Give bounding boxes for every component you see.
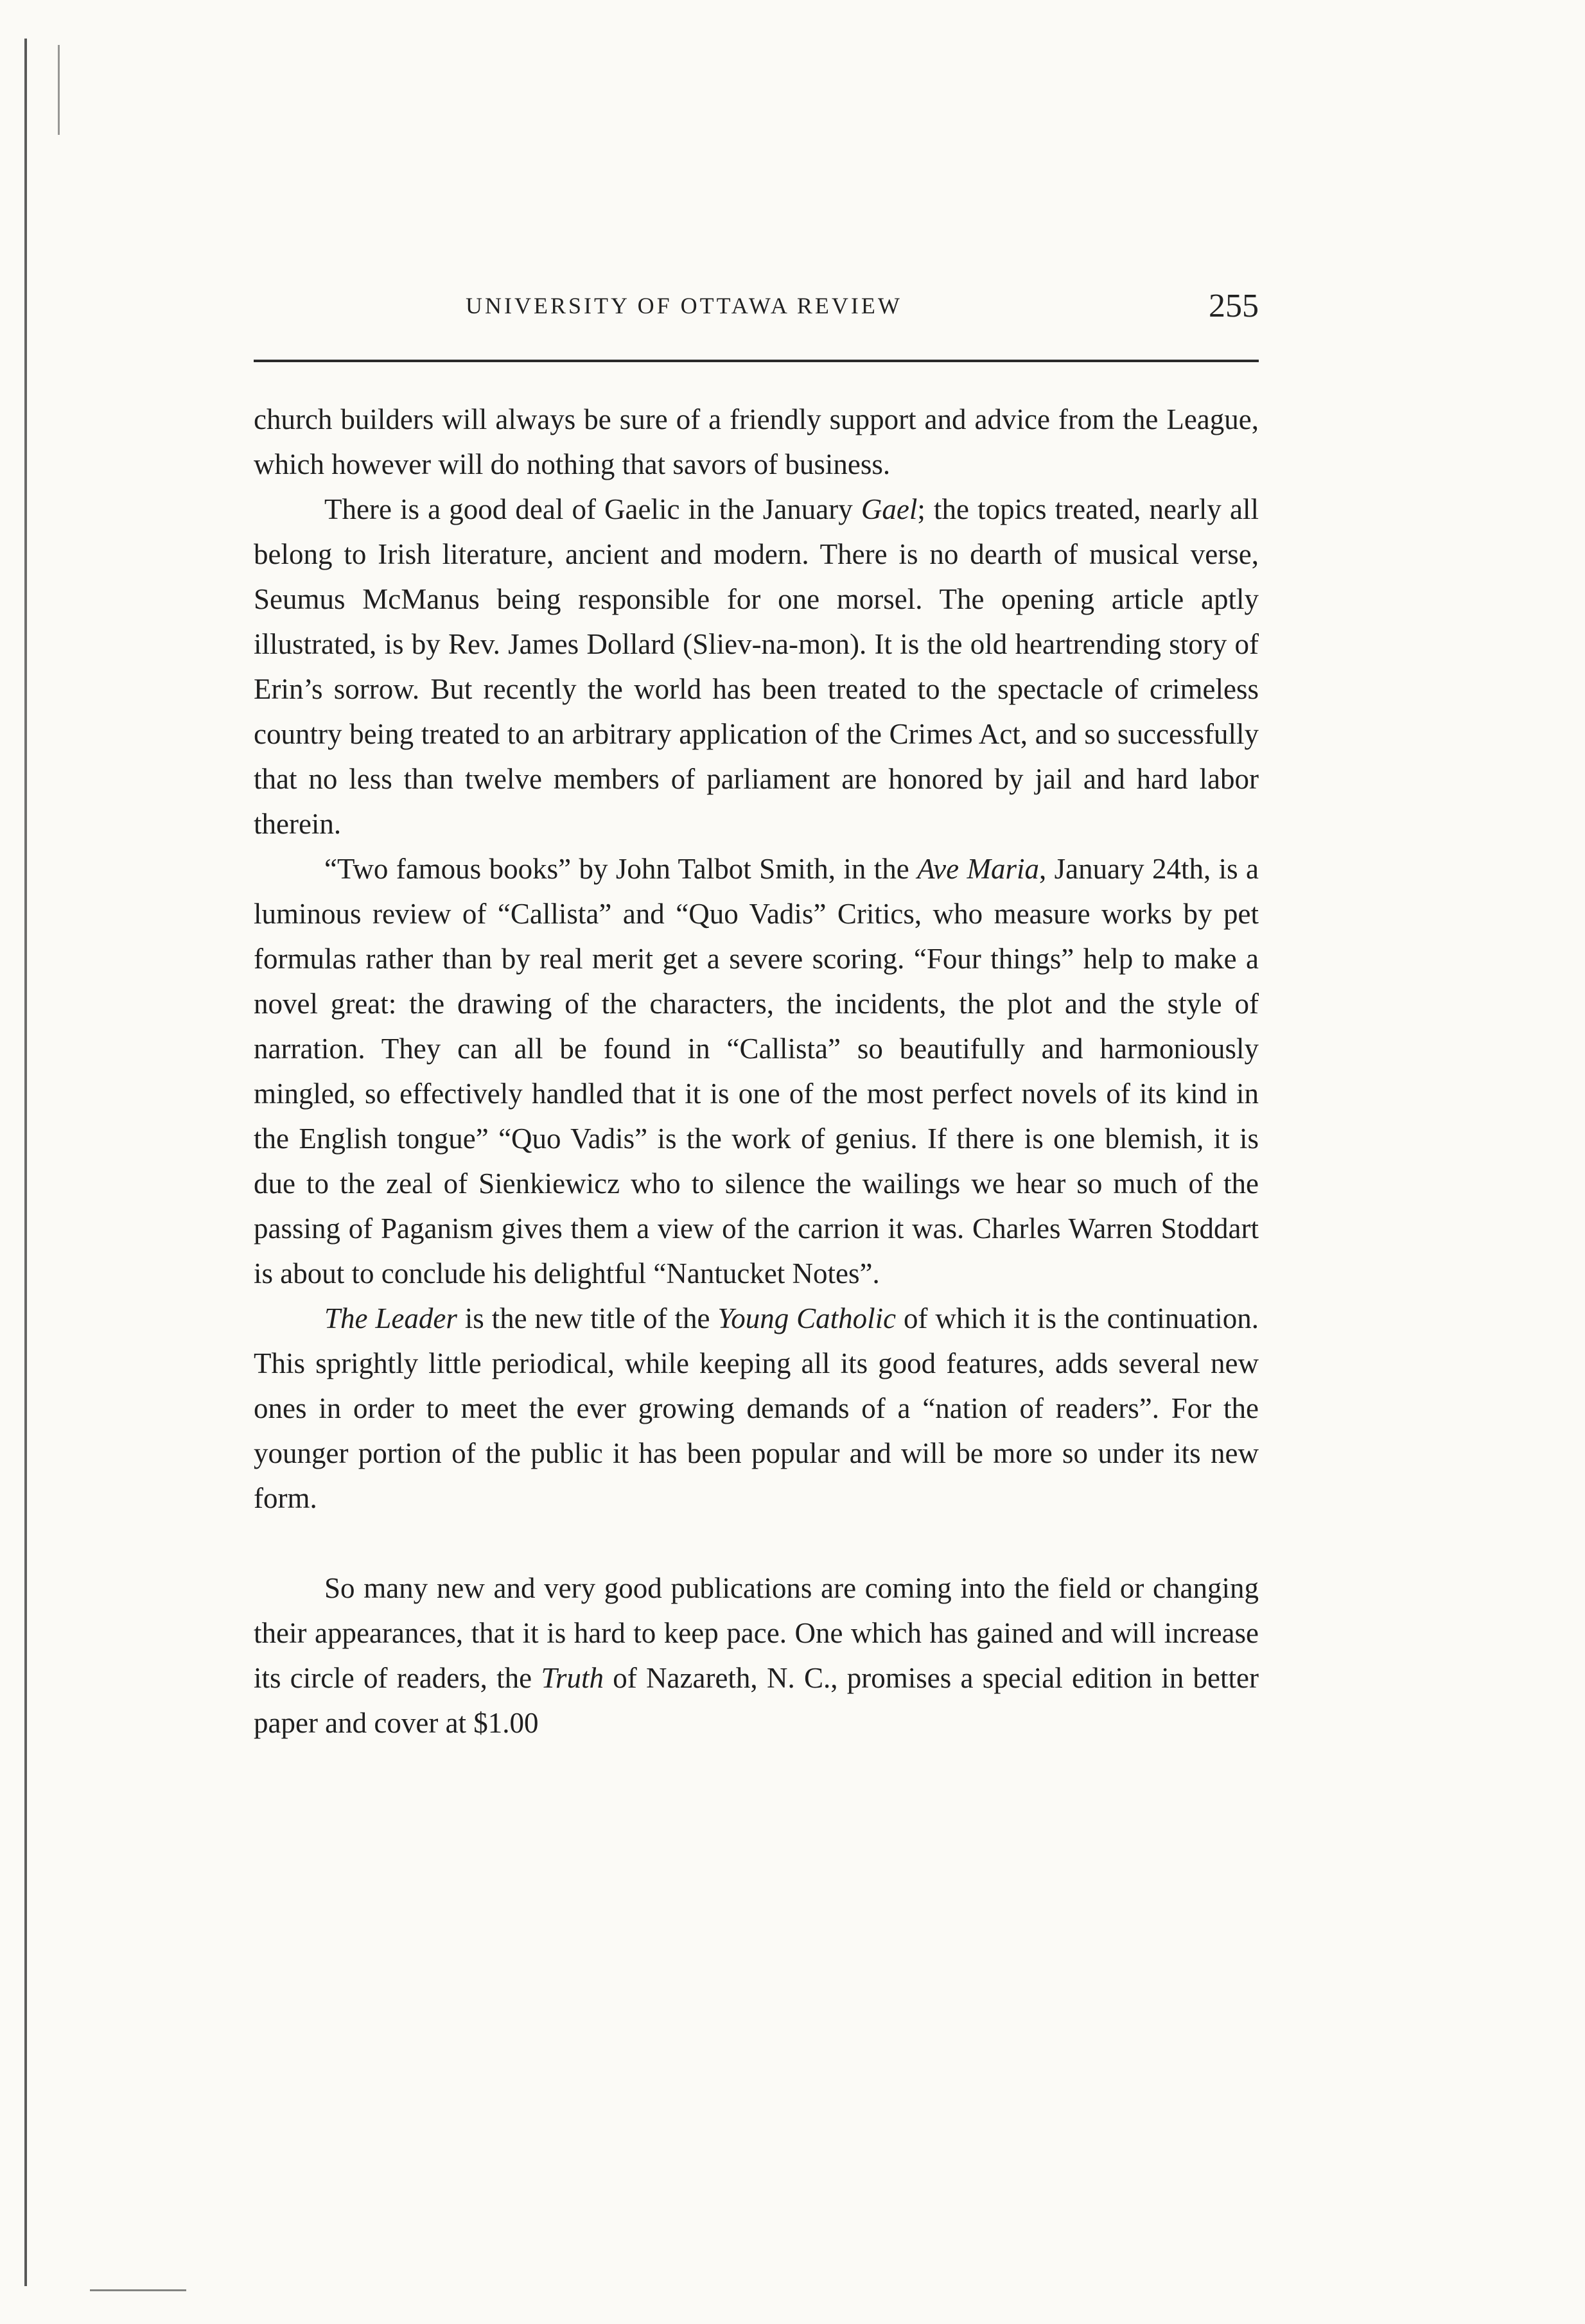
publication-title: Young Catholic [717,1302,897,1334]
paragraph-ave-maria [254,846,1259,1296]
page-header [254,287,1259,333]
article-body [254,397,1259,1745]
paragraph-text: church builders will always be sure of a friendly support and advice from the League, which however will do nothing that savors of business. [254,403,1259,480]
publication-title: Gael [861,493,918,525]
paragraph-text: There is a good deal of Gaelic in the January [324,493,861,525]
header-rule [254,360,1259,362]
running-head: UNIVERSITY OF OTTAWA REVIEW [466,293,902,319]
scan-foot-mark [90,2289,186,2291]
paragraph-text: of Nazareth, N. C., promises a special edition in better paper and cover at $1.00 [254,1662,1259,1739]
paragraph-text: is the new title of the [457,1302,718,1334]
paragraph-continuation [254,397,1259,487]
paragraph-truth [254,1566,1259,1745]
paragraph-text: of which it is the continuation. This sprightly little periodical, while keeping all its good features, adds several new ones in order to meet the ever growing demands of a “nation of readers”. For the younger portion of the public it has been popular and will be more so under its new form. [254,1302,1259,1514]
publication-title: Ave Maria [917,853,1039,885]
paragraph-text: , January 24th, is a luminous review of “Callista” and “Quo Vadis” Critics, who measure works by pet formulas rather than by real merit get a severe scoring. “Four things” help to make a novel great: the drawing of the characters, the incidents, the plot and the style of narration. They can all be found in “Callista” so beautifully and harmoniously mingled, so effectively handled that it is one of the most perfect novels of its kind in the English tongue” “Quo Vadis” is the work of genius. If there is one blemish, it is due to the zeal of Sienkiewicz who to silence the wailings we hear so much of the passing of Paganism gives them a view of the carrion it was. Charles Warren Stoddart is about to conclude his delightful “Nantucket Notes”. [254,853,1259,1289]
paragraph-leader [254,1296,1259,1521]
paragraph-gael [254,487,1259,846]
publication-title: Truth [541,1662,604,1694]
publication-title: The Leader [324,1302,457,1334]
paragraph-text: “Two famous books” by John Talbot Smith, in the [324,853,918,885]
paragraph-text: So many new and very good publications are coming into the field or changing their appearances, that it is hard to keep pace. One which has gained and will increase its circle of readers, the [254,1572,1259,1694]
scan-mark [58,45,60,135]
scan-binding-edge [24,39,27,2286]
page-number: 255 [1209,288,1259,324]
paragraph-text: ; the topics treated, nearly all belong to Irish literature, ancient and modern. There is no dearth of musical verse, Seumus McManus being responsible for one morsel. The opening article aptly illustrated, is by Rev. James Dollard (Sliev-na-mon). It is the old heartrending story of Erin’s sorrow. But recently the world has been treated to the spectacle of crimeless country being treated to an arbitrary application of the Crimes Act, and so successfully that no less than twelve members of parliament are honored by jail and hard labor therein. [254,493,1259,840]
